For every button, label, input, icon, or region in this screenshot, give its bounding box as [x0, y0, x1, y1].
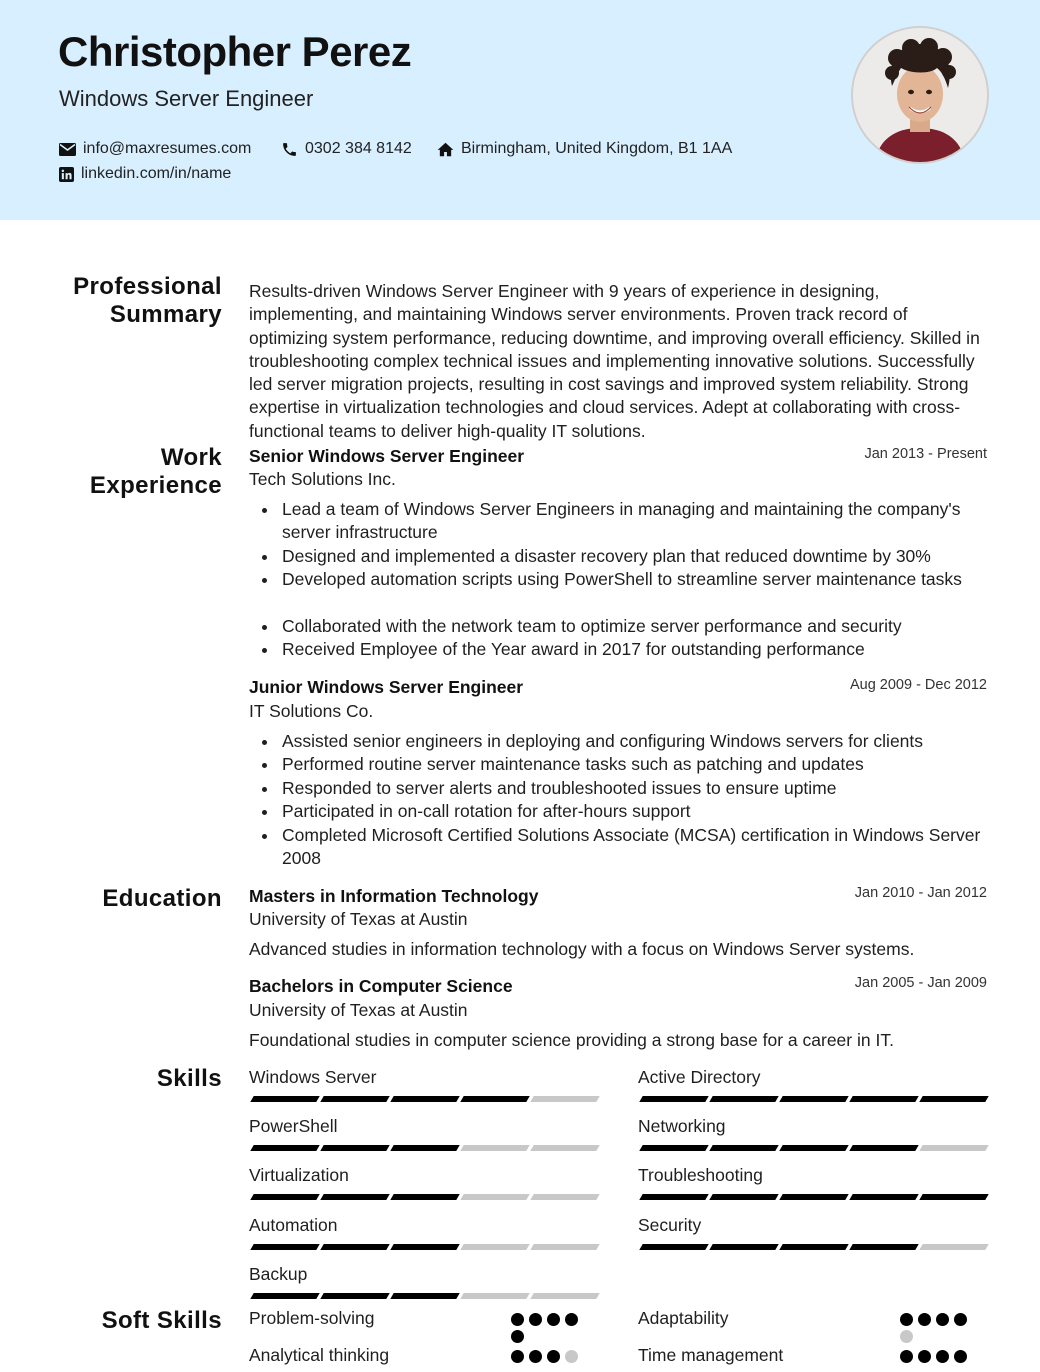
skill-level-bar: [252, 1096, 600, 1102]
skill-segment-filled: [390, 1145, 459, 1151]
skill-segment-empty: [460, 1194, 529, 1200]
candidate-title: Windows Server Engineer: [59, 86, 314, 111]
skill-level-bar: [252, 1293, 600, 1299]
section-title-summary: [73, 273, 222, 329]
contact-phone[interactable]: [281, 140, 412, 158]
skill-segment-filled: [709, 1194, 778, 1200]
rating-dot-filled: [511, 1330, 524, 1343]
resume-header: [0, 0, 1040, 220]
skill-segment-filled: [639, 1194, 708, 1200]
section-title-education: [102, 885, 222, 913]
skill-segment-empty: [530, 1244, 599, 1250]
skill-segment-empty: [530, 1145, 599, 1151]
job-company: Tech Solutions Inc.: [249, 469, 396, 489]
skill-segment-filled: [779, 1096, 848, 1102]
skill-segment-filled: [320, 1145, 389, 1151]
list-item: Developed automation scripts using PowerShell to streamline server maintenance tasks: [249, 568, 989, 591]
section-title-soft-skills: [102, 1307, 222, 1335]
skill-level-bar: [641, 1096, 989, 1102]
school-name: University of Texas at Austin: [249, 1000, 468, 1020]
list-item: Participated in on-call rotation for after-hours support: [249, 800, 989, 823]
job-dates: Aug 2009 - Dec 2012: [849, 677, 987, 693]
education-description: Foundational studies in computer science providing a strong base for a career in IT.: [249, 1030, 894, 1050]
skill-name: Security: [638, 1215, 702, 1235]
rating-dot-filled: [511, 1313, 524, 1326]
section-title-line: Experience: [89, 472, 222, 499]
soft-skill-name: Time management: [638, 1345, 784, 1365]
skill-segment-filled: [779, 1194, 848, 1200]
rating-dot-filled: [936, 1313, 949, 1326]
skill-segment-filled: [779, 1244, 848, 1250]
list-item: Responded to server alerts and troubleshooted issues to ensure uptime: [249, 777, 989, 800]
skill-segment-filled: [639, 1145, 708, 1151]
school-name: University of Texas at Austin: [249, 909, 468, 929]
skill-segment-filled: [250, 1244, 319, 1250]
linkedin-text: linkedin.com/in/name: [81, 165, 232, 182]
skill-segment-filled: [390, 1244, 459, 1250]
skill-segment-empty: [460, 1244, 529, 1250]
section-title-line: Skills: [156, 1065, 222, 1092]
skill-level-bar: [641, 1244, 989, 1250]
rating-dot-filled: [565, 1313, 578, 1326]
skill-segment-filled: [709, 1145, 778, 1151]
degree-title: Masters in Information Technology: [249, 886, 539, 906]
rating-dot-empty: [900, 1330, 913, 1343]
skill-segment-filled: [709, 1096, 778, 1102]
section-title-work: [90, 444, 222, 500]
skill-segment-empty: [919, 1244, 988, 1250]
rating-dot-empty: [565, 1350, 578, 1363]
soft-skill-name: Problem-solving: [249, 1308, 375, 1328]
rating-dot-filled: [918, 1350, 931, 1363]
skill-name: Virtualization: [249, 1165, 349, 1185]
list-item: Performed routine server maintenance tasks such as patching and updates: [249, 753, 989, 776]
skill-segment-filled: [639, 1244, 708, 1250]
skill-level-bar: [252, 1145, 600, 1151]
home-icon: [437, 142, 454, 157]
skill-segment-filled: [849, 1096, 918, 1102]
list-item: Designed and implemented a disaster recovery plan that reduced downtime by 30%: [249, 545, 989, 568]
skill-segment-filled: [250, 1194, 319, 1200]
job-bullets: [249, 498, 989, 662]
rating-dot-filled: [547, 1350, 560, 1363]
soft-skill-name: Adaptability: [638, 1308, 729, 1328]
education-description: Advanced studies in information technology with a focus on Windows Server systems.: [249, 939, 915, 959]
skill-segment-empty: [530, 1194, 599, 1200]
skill-segment-filled: [460, 1096, 529, 1102]
skill-segment-empty: [530, 1293, 599, 1299]
list-item: Lead a team of Windows Server Engineers in managing and maintaining the company's server infrastructure: [249, 498, 989, 545]
skill-segment-filled: [390, 1194, 459, 1200]
skill-segment-filled: [390, 1096, 459, 1102]
list-item: Collaborated with the network team to optimize server performance and security: [249, 615, 989, 638]
skill-segment-filled: [709, 1244, 778, 1250]
skill-segment-filled: [320, 1293, 389, 1299]
list-item: Completed Microsoft Certified Solutions Associate (MCSA) certification in Windows Server 2008: [249, 824, 989, 871]
skill-segment-filled: [250, 1096, 319, 1102]
skill-name: Backup: [249, 1264, 308, 1284]
skill-level-bar: [252, 1194, 600, 1200]
skill-segment-filled: [849, 1145, 918, 1151]
skill-segment-filled: [320, 1194, 389, 1200]
rating-dot-filled: [918, 1313, 931, 1326]
contact-linkedin[interactable]: [59, 165, 231, 183]
list-item: Received Employee of the Year award in 2017 for outstanding performance: [249, 638, 989, 661]
list-item: Assisted senior engineers in deploying and configuring Windows servers for clients: [249, 730, 989, 753]
skill-name: Networking: [638, 1116, 726, 1136]
skill-segment-filled: [779, 1145, 848, 1151]
skill-segment-filled: [320, 1244, 389, 1250]
rating-dot-filled: [954, 1313, 967, 1326]
job-title: Senior Windows Server Engineer: [249, 446, 525, 466]
skill-segment-filled: [390, 1293, 459, 1299]
skill-segment-empty: [460, 1145, 529, 1151]
skill-segment-filled: [320, 1096, 389, 1102]
skill-name: Windows Server: [249, 1067, 377, 1087]
education-dates: Jan 2005 - Jan 2009: [854, 975, 987, 991]
envelope-icon: [59, 143, 76, 156]
skill-segment-filled: [849, 1244, 918, 1250]
skill-segment-empty: [919, 1145, 988, 1151]
rating-dot-filled: [511, 1350, 524, 1363]
section-title-line: Work: [160, 444, 222, 471]
contact-address: [437, 140, 732, 158]
section-title-line: Summary: [109, 301, 222, 328]
section-title-line: Education: [102, 885, 222, 912]
rating-dot-filled: [900, 1313, 913, 1326]
address-text: Birmingham, United Kingdom, B1 1AA: [461, 140, 733, 157]
section-title-line: Soft Skills: [101, 1307, 222, 1334]
rating-dot-filled: [547, 1313, 560, 1326]
soft-skill-name: Analytical thinking: [249, 1345, 390, 1365]
phone-icon: [281, 141, 298, 158]
skill-name: Automation: [249, 1215, 338, 1235]
job-company: IT Solutions Co.: [249, 701, 374, 721]
skill-name: Active Directory: [638, 1067, 761, 1087]
skill-level-bar: [641, 1194, 989, 1200]
linkedin-icon: [59, 167, 74, 182]
candidate-name: Christopher Perez: [58, 28, 412, 75]
profile-photo-illustration: [853, 28, 987, 162]
skill-segment-filled: [849, 1194, 918, 1200]
section-title-line: Professional: [73, 273, 222, 300]
skill-name: Troubleshooting: [638, 1165, 763, 1185]
job-dates: Jan 2013 - Present: [864, 446, 987, 462]
skill-segment-filled: [250, 1145, 319, 1151]
skill-segment-filled: [919, 1096, 988, 1102]
profile-photo: [851, 26, 989, 164]
skill-segment-empty: [460, 1293, 529, 1299]
summary-text: Results-driven Windows Server Engineer with 9 years of experience in designing, implementing, and maintaining Windows server environments. Proven track record of optimizing system performance, reducing downtime, and improving overall efficiency. Skilled in troubleshooting complex technical issues and implementing innovative solutions. Successfully led server migration projects, resulting in cost savings and improved system reliability. Strong expertise in virtualization technologies and cloud services. Adept at collaborating with cross-functional teams to deliver high-quality IT solutions.: [249, 281, 980, 441]
skill-level-bar: [252, 1244, 600, 1250]
skill-name: PowerShell: [249, 1116, 338, 1136]
skill-level-bar: [641, 1145, 989, 1151]
section-title-skills: [157, 1065, 222, 1093]
rating-dot-filled: [529, 1313, 542, 1326]
rating-dot-filled: [936, 1350, 949, 1363]
skill-segment-filled: [250, 1293, 319, 1299]
phone-text: 0302 384 8142: [305, 140, 412, 157]
rating-dot-filled: [954, 1350, 967, 1363]
skill-segment-filled: [919, 1194, 988, 1200]
rating-dot-filled: [529, 1350, 542, 1363]
education-dates: Jan 2010 - Jan 2012: [854, 885, 987, 901]
degree-title: Bachelors in Computer Science: [249, 976, 513, 996]
skill-segment-empty: [530, 1096, 599, 1102]
job-title: Junior Windows Server Engineer: [249, 677, 524, 697]
rating-dot-filled: [900, 1350, 913, 1363]
job-bullets: [249, 730, 989, 870]
skill-segment-filled: [639, 1096, 708, 1102]
email-text: info@maxresumes.com: [83, 140, 252, 157]
contact-email[interactable]: [59, 140, 251, 158]
